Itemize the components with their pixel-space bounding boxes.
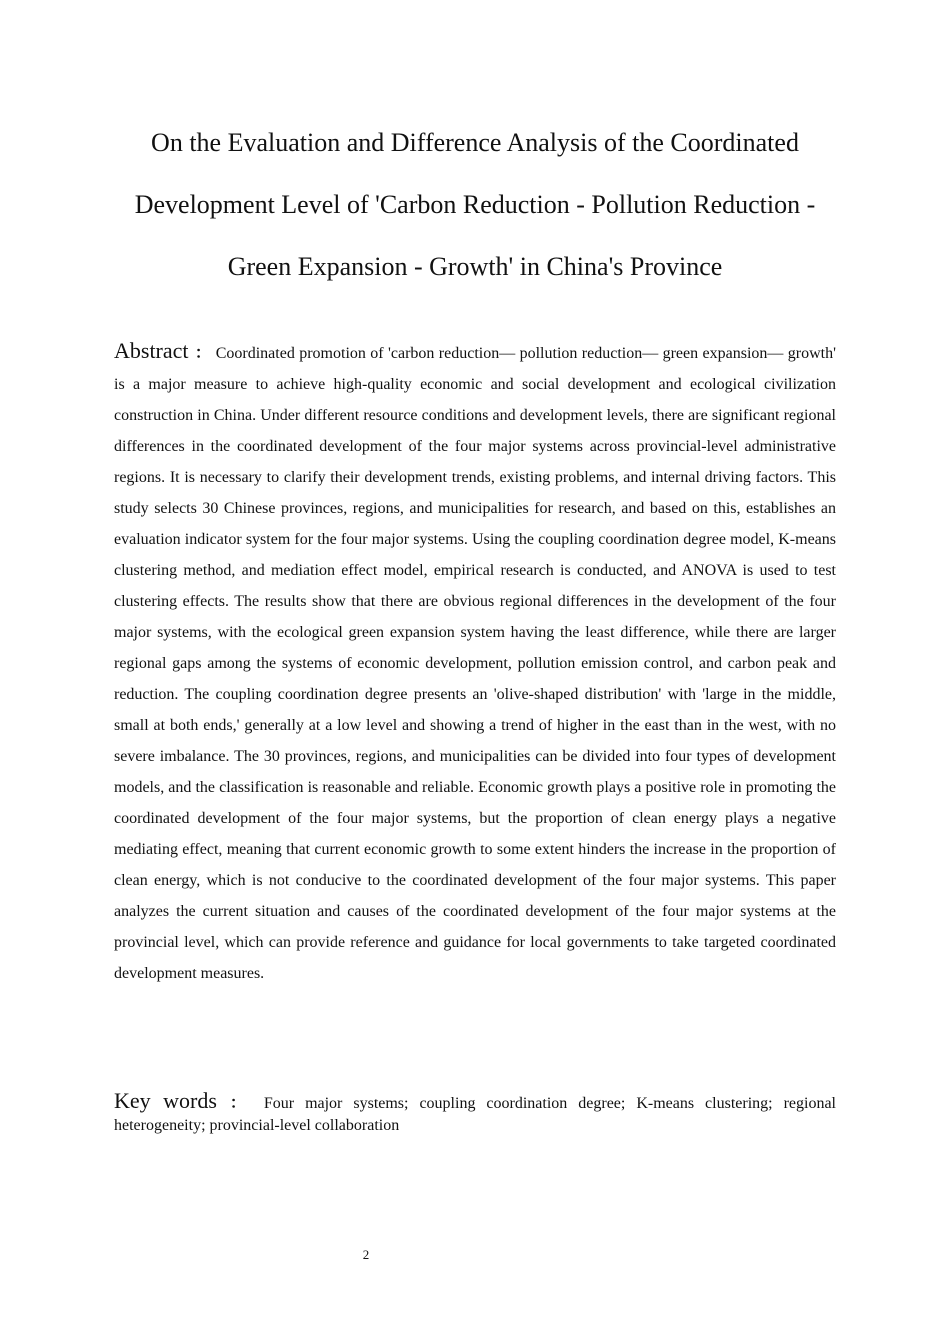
keywords-text: Four major systems; coupling coordination degree; K-means clustering; regional heterogeneity; provincial-level collaboration — [114, 1095, 836, 1134]
abstract-label: Abstract — [114, 338, 189, 363]
paper-title: On the Evaluation and Difference Analysis of the Coordinated Development Level of 'Carbon Reduction - Pollution Reduction - Green Expansion - Growth' in China's Province — [134, 128, 816, 281]
keywords-label: Key words — [114, 1088, 217, 1113]
abstract-paragraph — [114, 335, 836, 989]
keywords-colon: ： — [222, 1095, 253, 1112]
keywords-paragraph — [114, 1090, 836, 1137]
page-number: 2 — [362, 1247, 370, 1262]
abstract-colon: ： — [194, 345, 212, 362]
abstract-text: Coordinated promotion of 'carbon reduction— pollution reduction— green expansion— growth' is a major measure to achieve high-quality economic and social development and ecological civilization construction in China. Under different resource conditions and development levels, there are significant regional differences in the coordinated development of the four major systems across provincial-level administrative regions. It is necessary to clarify their development trends, existing problems, and internal driving factors. This study selects 30 Chinese provinces, regions, and municipalities for research, and based on this, establishes an evaluation indicator system for the four major systems. Using the coupling coordination degree model, K-means clustering method, and mediation effect model, empirical research is conducted, and ANOVA is used to test clustering effects. The results show that there are obvious regional differences in the development of the four major systems, with the ecological green expansion system having the least difference, while there are larger regional gaps among the systems of economic development, pollution emission control, and carbon peak and reduction. The coupling coordination degree presents an 'olive-shaped distribution' with 'large in the middle, small at both ends,' generally at a low level and showing a trend of higher in the east than in the west, with no severe imbalance. The 30 provinces, regions, and municipalities can be divided into four types of development models, and the classification is reasonable and reliable. Economic growth plays a positive role in promoting the coordinated development of the four major systems, but the proportion of clean energy plays a negative mediating effect, meaning that current economic growth to some extent hinders the increase in the proportion of clean energy, which is not conducive to the coordinated development of the four major systems. This paper analyzes the current situation and causes of the coordinated development of the four major systems at the provincial level, which can provide reference and guidance for local governments to take targeted coordinated development measures. — [114, 345, 837, 982]
